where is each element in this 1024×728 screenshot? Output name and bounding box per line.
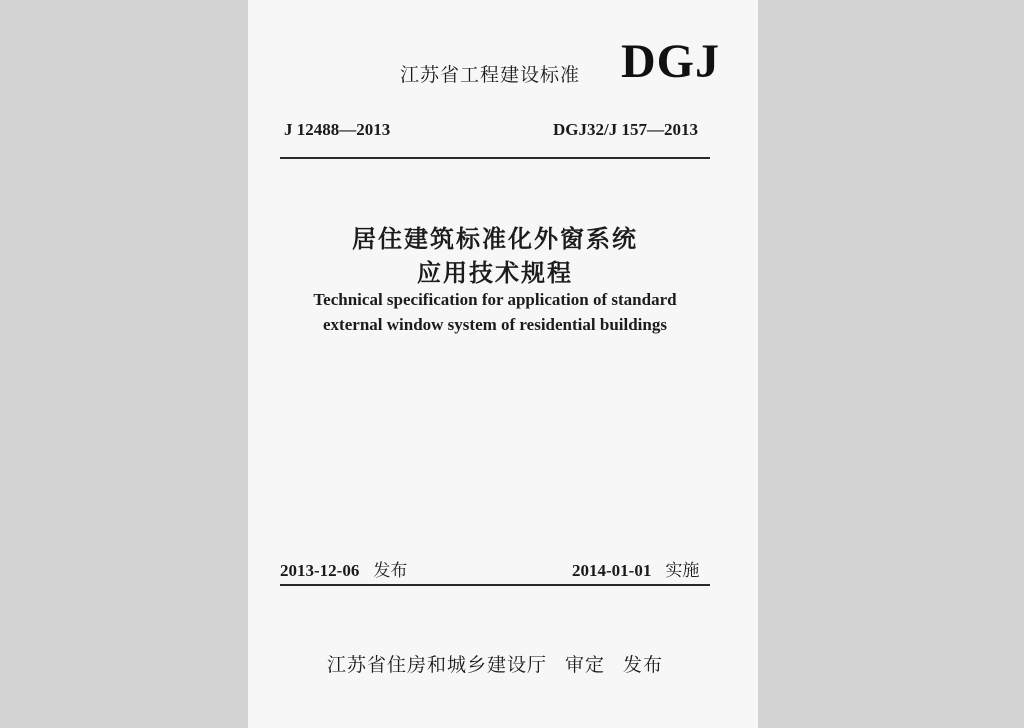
issue-date: 2013-12-06 xyxy=(280,561,360,580)
top-divider xyxy=(280,157,710,159)
registration-code: J 12488—2013 xyxy=(284,120,391,139)
bottom-divider xyxy=(280,584,710,586)
issuing-authority-line xyxy=(280,650,710,677)
standard-number: DGJ32/J 157—2013 xyxy=(553,120,698,139)
dgj-logo: DGJ xyxy=(621,35,720,88)
title-chinese-line2: 应用技术规程 xyxy=(417,259,573,287)
issuing-authority: 江苏省住房和城乡建设厅 xyxy=(326,654,547,676)
issue-date-line xyxy=(280,556,407,581)
implement-word: 实施 xyxy=(665,561,700,581)
title-english-line1: Technical specification for application of standard xyxy=(313,290,677,309)
title-english-line2: external window system of residential buildings xyxy=(323,315,667,334)
implement-date-line xyxy=(572,556,699,581)
standard-category-label: 江苏省工程建设标准 xyxy=(400,64,581,86)
approve-word: 审定 xyxy=(564,654,605,676)
implement-date: 2014-01-01 xyxy=(572,561,652,580)
document-page xyxy=(248,0,758,728)
issue-word: 发布 xyxy=(373,561,408,581)
title-chinese-line1: 居住建筑标准化外窗系统 xyxy=(352,225,638,253)
publish-word: 发布 xyxy=(623,654,664,676)
